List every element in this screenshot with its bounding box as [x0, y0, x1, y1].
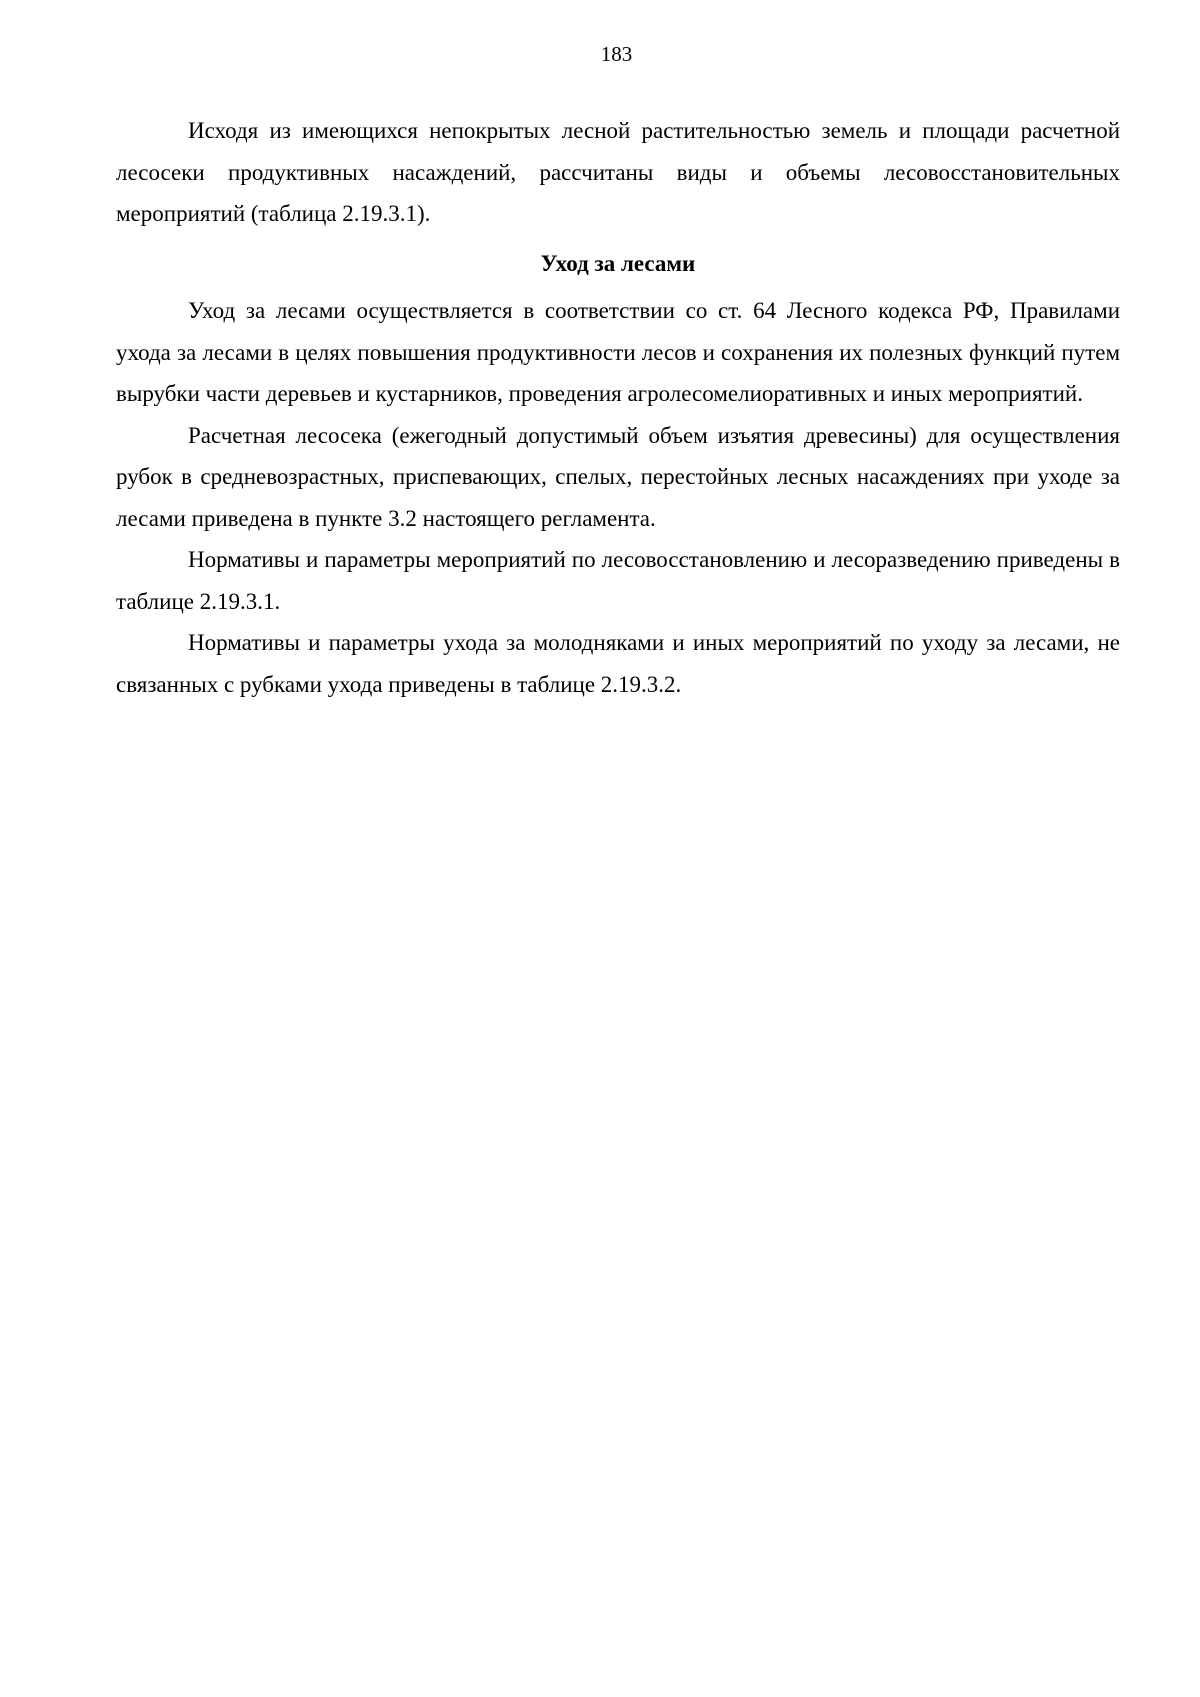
intro-paragraph: Исходя из имеющихся непокрытых лесной растительностью земель и площади расчетной лесосеки продуктивных насаждений, рассчитаны виды и объемы лесовосстановительных мероприятий (таблица 2.19.3.1). — [116, 118, 1120, 226]
section-heading: Уход за лесами — [540, 250, 696, 276]
paragraph-young-stand-care-norms: Нормативы и параметры ухода за молодняками и иных мероприятий по уходу за лесами, не связанных с рубками ухода приведены в таблице 2.19.3.2. — [116, 630, 1120, 697]
paragraph-forest-care: Уход за лесами осуществляется в соответствии со ст. 64 Лесного кодекса РФ, Правилами ухода за лесами в целях повышения продуктивности лесов и сохранения их полезных функций путем вырубки части деревьев и кустарников, проведения агролесомелиоративных и иных мероприятий. — [116, 298, 1120, 406]
paragraph-allowable-cut: Расчетная лесосека (ежегодный допустимый объем изъятия древесины) для осуществления рубок в средневозрастных, приспевающих, спелых, перестойных лесных насаждениях при уходе за лесами приведена в пункте 3.2 настоящего регламента. — [116, 422, 1120, 531]
paragraph-reforestation-norms: Нормативы и параметры мероприятий по лесовосстановлению и лесоразведению приведены в таблице 2.19.3.1. — [116, 547, 1120, 614]
page-content — [116, 110, 1120, 705]
page-number: 183 — [600, 42, 633, 66]
